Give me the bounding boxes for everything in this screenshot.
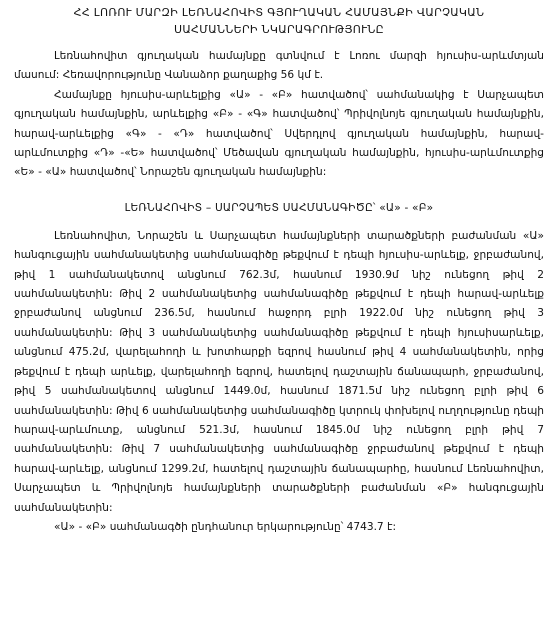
document-title	[14, 4, 544, 38]
title-line-2: ՍԱՀՄԱՆՆԵՐԻ ՆԿԱՐԱԳՐՈՒԹՅՈՒՆԸ	[173, 23, 385, 36]
section-spacer	[14, 183, 544, 193]
section-heading: ԼԵՌՆԱՀՈՎԻՏ – ՍԱՐՉԱՊԵՏ ՍԱՀՄԱՆԱԳԻԾԸ՝ «Ա» - «Բ»	[124, 201, 434, 214]
boundary-description-paragraph: Լեռնահովիտ, Նորաշեն և Սարչապետ համայնքների տարածքների բաժանման «Ա» հանգուցային սահմանակետից սահմանագիծը թեքվում է դեպի հյուսիս-արևելք, ջրբաժանով, թիվ 1 սահմանակետով անցնում 762.3մ, հասնում 1930.9մ նիշ ունեցող թիվ 2 սահմանակետին: Թիվ 2 սահմանակետից սահմանագիծը թեքվում է դեպի հարավ-արևելք ջրբաժանով անցնում 236.5մ, հասնում հաջորդ բլրի 1922.0մ նիշ ունեցող թիվ 3 սահմանակետին: Թիվ 3 սահմանակետից սահմանագիծը թեքվում է դեպի հյուսիսարևելք, անցնում 475.2մ, վարելահողի և խոտհարքի եզրով հասնում թիվ 4 սահմանակետին, որից թեքվում է դեպի արևելք, վարելահողի եզրով, հատելով դաշտային ճանապարհ, ջրբաժանով, թիվ 5 սահմանակետով անցնում 1449.0մ, հասնում 1871.5մ նիշ ունեցող բլրի թիվ 6 սահմանակետին: Թիվ 6 սահմանակետից սահմանագիծը կտրուկ փոխելով ուղղությունը դեպի հարավ-արևմուտք, անցնում 521.3մ, հասնում 1845.0մ նիշ ունեցող բլրի թիվ 7 սահմանակետին: Թիվ 7 սահմանակետից սահմանագիծը ջրբաժանով թեքվում է դեպի հարավ-արևելք, անցնում 1299.2մ, հատելով դաշտային ճանապարհը, հասնում Լեռնահովիտ, Սարչապետ և Պրիվոլնոյե համայնքների տարածքների բաժանման «Բ» հանգուցային սահմանակետին:	[14, 229, 544, 514]
title-line-1: ՀՀ ԼՈՌՈՒ ՄԱՐԶԻ ԼԵՌՆԱՀՈՎԻՏ ԳՅՈՒՂԱԿԱՆ ՀԱՄԱՅՆՔԻ ՎԱՐՉԱԿԱՆ	[73, 6, 485, 19]
boundary-length-summary: «Ա» - «Բ» սահմանագծի ընդհանուր երկարությունը՝ 4743.7 է:	[54, 520, 397, 533]
intro-paragraph-neighbors: Համայնքը հյուսիս-արևելքից «Ա» - «Բ» հատվածով՝ սահմանակից է Սարչապետ գյուղական համայնքին, արևելքից «Բ» - «Գ» հատվածով՝ Պրիվոլնոյե գյուղական համայնքին, հարավ-արևելքից «Գ» - «Դ» հատվածով՝ Սվերդլով գյուղական համայնքին, հարավ-արևմուտքից «Դ» -«Ե» հատվածով՝ Մեծավան գյուղական համայնքին, հյուսիս-արևմուտքից «Ե» - «Ա» հատվածով՝ Նորաշեն գյուղական համայնքին:	[14, 88, 544, 179]
intro-paragraph-location: Լեռնահովիտ գյուղական համայնքը գտնվում է Լոռու մարզի հյուսիս-արևմտյան մասում: Հեռավորությունը Վանաձոր քաղաքից 56 կմ է.	[14, 50, 544, 82]
